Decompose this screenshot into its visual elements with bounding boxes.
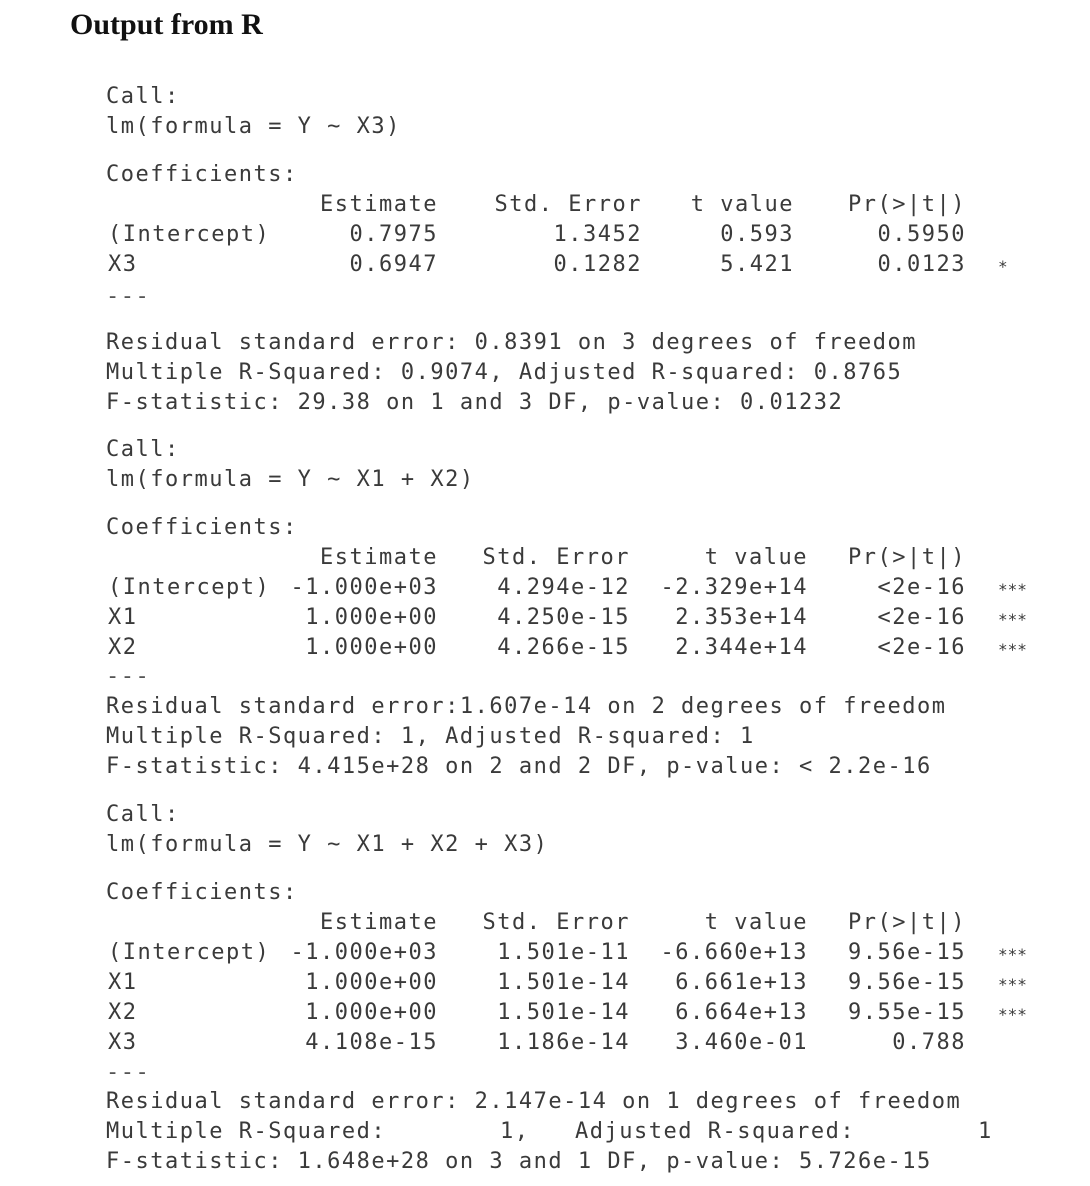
page-title: Output from R	[70, 8, 263, 41]
call-label: Call:	[106, 84, 180, 109]
col-header-std-error: Std. Error	[494, 192, 642, 217]
t-value-cell: -2.329e+14	[660, 575, 808, 600]
col-header-t-value: t value	[704, 545, 808, 570]
formula: lm(formula = Y ~ X1 + X2 + X3)	[106, 832, 549, 857]
col-header-p-value: Pr(>|t|)	[848, 192, 966, 217]
signif-code: ***	[998, 945, 1027, 964]
col-header-p-value: Pr(>|t|)	[848, 910, 966, 935]
t-value-cell: 6.664e+13	[675, 1000, 808, 1025]
r-squared: Multiple R-Squared: 0.9074, Adjusted R-squared: 0.8765	[106, 360, 903, 385]
row-name: (Intercept)	[108, 575, 271, 600]
std-error-cell: 1.186e-14	[497, 1030, 630, 1055]
separator: ---	[106, 1060, 151, 1085]
estimate-cell: -1.000e+03	[290, 940, 438, 965]
row-name: X1	[108, 970, 138, 995]
std-error-cell: 0.1282	[553, 252, 642, 277]
r-squared-label: Multiple R-Squared:	[106, 1119, 387, 1144]
t-value-cell: 3.460e-01	[675, 1030, 808, 1055]
residual-std-error: Residual standard error:1.607e-14 on 2 degrees of freedom	[106, 694, 947, 719]
estimate-cell: 0.6947	[349, 252, 438, 277]
signif-code: ***	[998, 580, 1027, 599]
estimate-cell: -1.000e+03	[290, 575, 438, 600]
t-value-cell: 2.344e+14	[675, 635, 808, 660]
row-name: X3	[108, 1030, 138, 1055]
separator: ---	[106, 284, 151, 309]
row-name: (Intercept)	[108, 940, 271, 965]
formula: lm(formula = Y ~ X1 + X2)	[106, 467, 475, 492]
r-squared-value: 1,	[500, 1119, 530, 1144]
f-statistic: F-statistic: 4.415e+28 on 2 and 2 DF, p-value: < 2.2e-16	[106, 754, 932, 779]
r-squared: Multiple R-Squared: 1, Adjusted R-squared: 1	[106, 724, 755, 749]
t-value-cell: -6.660e+13	[660, 940, 808, 965]
std-error-cell: 4.294e-12	[497, 575, 630, 600]
p-value-cell: 0.5950	[877, 222, 966, 247]
col-header-p-value: Pr(>|t|)	[848, 545, 966, 570]
formula: lm(formula = Y ~ X3)	[106, 114, 401, 139]
p-value-cell: 9.56e-15	[848, 940, 966, 965]
std-error-cell: 4.250e-15	[497, 605, 630, 630]
estimate-cell: 1.000e+00	[305, 605, 438, 630]
col-header-t-value: t value	[690, 192, 794, 217]
estimate-cell: 4.108e-15	[305, 1030, 438, 1055]
adj-r-squared-label: Adjusted R-squared:	[575, 1119, 856, 1144]
call-label: Call:	[106, 437, 180, 462]
adj-r-squared-value: 1	[978, 1119, 993, 1144]
residual-std-error: Residual standard error: 2.147e-14 on 1 degrees of freedom	[106, 1089, 962, 1114]
f-statistic: F-statistic: 1.648e+28 on 3 and 1 DF, p-value: 5.726e-15	[106, 1149, 932, 1174]
std-error-cell: 1.501e-14	[497, 970, 630, 995]
col-header-estimate: Estimate	[320, 545, 438, 570]
col-header-estimate: Estimate	[320, 192, 438, 217]
col-header-t-value: t value	[704, 910, 808, 935]
col-header-std-error: Std. Error	[482, 910, 630, 935]
separator: ---	[106, 664, 151, 689]
signif-code: ***	[998, 1005, 1027, 1024]
estimate-cell: 0.7975	[349, 222, 438, 247]
std-error-cell: 4.266e-15	[497, 635, 630, 660]
row-name: X1	[108, 605, 138, 630]
t-value-cell: 6.661e+13	[675, 970, 808, 995]
t-value-cell: 5.421	[720, 252, 794, 277]
row-name: (Intercept)	[108, 222, 271, 247]
residual-std-error: Residual standard error: 0.8391 on 3 degrees of freedom	[106, 330, 917, 355]
estimate-cell: 1.000e+00	[305, 970, 438, 995]
std-error-cell: 1.3452	[553, 222, 642, 247]
p-value-cell: 0.0123	[877, 252, 966, 277]
coefficients-label: Coefficients:	[106, 162, 298, 187]
p-value-cell: 9.56e-15	[848, 970, 966, 995]
f-statistic: F-statistic: 29.38 on 1 and 3 DF, p-value: 0.01232	[106, 390, 844, 415]
row-name: X3	[108, 252, 138, 277]
row-name: X2	[108, 635, 138, 660]
signif-code: ***	[998, 610, 1027, 629]
p-value-cell: <2e-16	[877, 635, 966, 660]
row-name: X2	[108, 1000, 138, 1025]
t-value-cell: 2.353e+14	[675, 605, 808, 630]
estimate-cell: 1.000e+00	[305, 635, 438, 660]
std-error-cell: 1.501e-14	[497, 1000, 630, 1025]
col-header-std-error: Std. Error	[482, 545, 630, 570]
p-value-cell: 0.788	[892, 1030, 966, 1055]
signif-code: ***	[998, 975, 1027, 994]
p-value-cell: <2e-16	[877, 605, 966, 630]
signif-code: ***	[998, 640, 1027, 659]
t-value-cell: 0.593	[720, 222, 794, 247]
col-header-estimate: Estimate	[320, 910, 438, 935]
p-value-cell: 9.55e-15	[848, 1000, 966, 1025]
call-label: Call:	[106, 802, 180, 827]
coefficients-label: Coefficients:	[106, 515, 298, 540]
p-value-cell: <2e-16	[877, 575, 966, 600]
coefficients-label: Coefficients:	[106, 880, 298, 905]
std-error-cell: 1.501e-11	[497, 940, 630, 965]
signif-code: *	[998, 257, 1008, 276]
estimate-cell: 1.000e+00	[305, 1000, 438, 1025]
